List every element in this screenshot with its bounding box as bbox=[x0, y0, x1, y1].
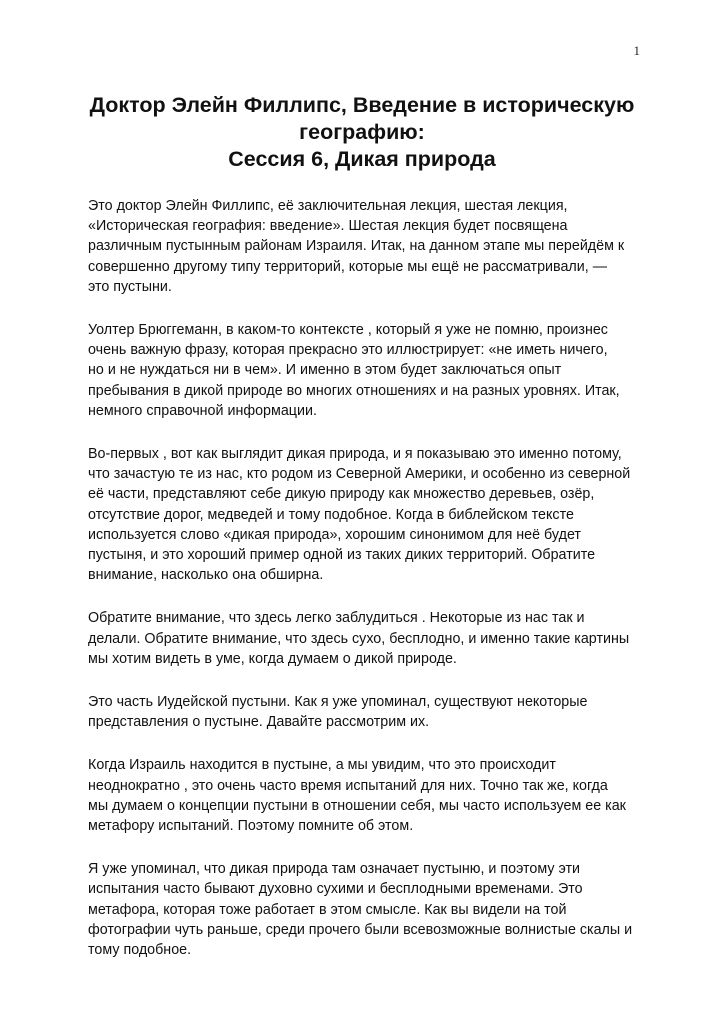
paragraph-6: Когда Израиль находится в пустыне, а мы увидим, что это происходит неоднократно , это очень часто время испытаний для них. Точно так же, когда мы думаем о концепции пустыни в отношении себя, мы часто используем ее как метафору испытаний. Поэтому помните об этом. bbox=[88, 757, 626, 835]
document-body bbox=[88, 196, 656, 983]
document-title bbox=[60, 92, 664, 173]
title-line-3: Сессия 6, Дикая природа bbox=[228, 147, 496, 171]
paragraph-1: Это доктор Элейн Филлипс, её заключительная лекция, шестая лекция, «Историческая география: введение». Шестая лекция будет посвящена различным пустынным районам Израиля. Итак, на данном этапе мы перейдём к совершенно другому типу территорий, которые мы ещё не рассматривали, — это пустыни. bbox=[88, 198, 625, 295]
paragraph-7: Я уже упоминал, что дикая природа там означает пустыню, и поэтому эти испытания часто бывают духовно сухими и бесплодными временами. Это метафора, которая тоже работает в этом смысле. Как вы видели на той фотографии чуть раньше, среди прочего были всевозможные волнистые скалы и тому подобное. bbox=[88, 861, 633, 959]
paragraph-3: Во-первых , вот как выглядит дикая природа, и я показываю это именно потому, что зачастую те из нас, кто родом из Северной Америки, и особенно из северной её части, представляют себе дикую природу как множество деревьев, озёр, отсутствие дорог, медведей и тому подобное. Когда в библейском тексте используется слово «дикая природа», хорошим синонимом для неё будет пустыня, и это хороший пример одной из таких диких территорий. Обратите внимание, насколько она обширна. bbox=[88, 446, 631, 584]
title-line-2: географию: bbox=[299, 120, 425, 144]
paragraph-2: Уолтер Брюггеманн, в каком-то контексте , который я уже не помню, произнес очень важную фразу, которая прекрасно это иллюстрирует: «не иметь ничего, но и не нуждаться ни в чем». И именно в этом будет заключаться опыт пребывания в дикой природе во многих отношениях и на разных уровнях. Итак, немного справочной информации. bbox=[88, 322, 620, 419]
paragraph-5: Это часть Иудейской пустыни. Как я уже упоминал, существуют некоторые представления о пустыне. Давайте рассмотрим их. bbox=[88, 694, 588, 731]
title-line-1: Доктор Элейн Филлипс, Введение в историческую bbox=[89, 93, 635, 117]
page-number: 1 bbox=[633, 43, 640, 58]
paragraph-4: Обратите внимание, что здесь легко заблудиться . Некоторые из нас так и делали. Обратите внимание, что здесь сухо, бесплодно, и именно такие картины мы хотим видеть в уме, когда думаем о дикой природе. bbox=[88, 610, 630, 667]
